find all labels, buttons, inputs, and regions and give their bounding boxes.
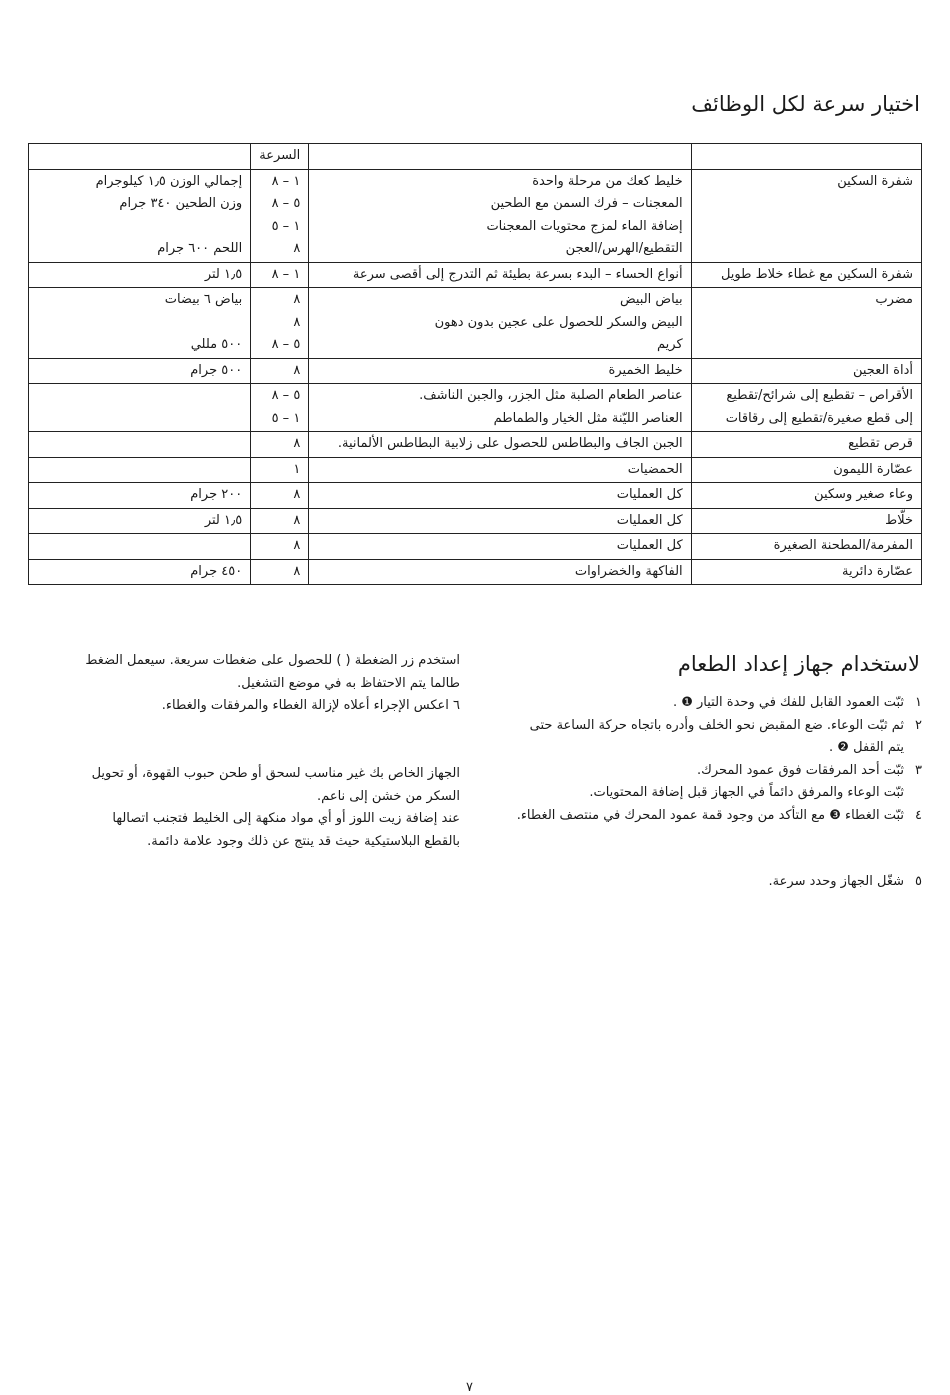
tool-cell bbox=[691, 262, 921, 288]
speed-cell-line: ٥ – ٨ bbox=[271, 388, 301, 403]
use-cell-line: أنواع الحساء – البدء بسرعة بطيئة ثم التدرج إلى أقصى سرعة bbox=[352, 266, 683, 282]
step-text: ثبّت الغطاء ❸ مع التأكد من وجود قمة عمود المحرك في منتصف الغطاء. bbox=[516, 807, 904, 823]
page-title: اختيار سرعة لكل الوظائف bbox=[691, 92, 920, 116]
speed-cell-line: ١ bbox=[293, 461, 301, 477]
use-cell-line: العناصر الليّنة مثل الخيار والطماطم bbox=[493, 410, 683, 426]
speed-cell bbox=[251, 169, 309, 262]
tool-cell bbox=[691, 288, 921, 359]
quantity-cell bbox=[29, 358, 251, 384]
step-number: ٢ bbox=[915, 717, 922, 733]
speed-cell bbox=[251, 262, 309, 288]
step-2 bbox=[492, 715, 922, 760]
quantity-cell-line: ٢٠٠ جرام bbox=[190, 487, 243, 502]
note-line: بالقطع البلاستيكية حيث قد ينتج عن ذلك وجود علامة دائمة. bbox=[147, 833, 460, 849]
tool-cell-line: خلّاط bbox=[885, 512, 913, 528]
tool-cell-line: شفرة السكين bbox=[837, 173, 913, 189]
speed-cell-line: ١ – ٨ bbox=[271, 266, 301, 282]
speed-cell-line: ٥ – ٨ bbox=[271, 196, 301, 211]
step-text: يتم القفل ❷ . bbox=[829, 740, 904, 755]
use-cell bbox=[309, 534, 691, 560]
speed-cell bbox=[251, 457, 309, 483]
use-cell-line: بياض البيض bbox=[619, 292, 683, 307]
quantity-cell-line bbox=[37, 312, 242, 335]
speed-cell-line: ١ – ٨ bbox=[271, 173, 301, 189]
speed-cell-line: ١ – ٥ bbox=[271, 218, 301, 234]
quantity-cell-line: ٤٥٠ جرام bbox=[190, 563, 243, 579]
tool-cell-line: قرص تقطيع bbox=[848, 436, 913, 451]
tool-cell-line: شفرة السكين مع غطاء خلاط طويل bbox=[720, 266, 913, 282]
tool-cell bbox=[691, 358, 921, 384]
tool-cell-line: عصّارة الليمون bbox=[833, 461, 913, 477]
speed-cell-line: ٥ – ٨ bbox=[271, 337, 301, 352]
header-use-cell bbox=[309, 144, 691, 170]
notes bbox=[30, 763, 460, 853]
note-line: السكر من خشن إلى ناعم. bbox=[317, 788, 460, 804]
quantity-cell bbox=[29, 457, 251, 483]
speed-cell-line: ١ – ٥ bbox=[271, 410, 301, 426]
table-row bbox=[29, 169, 922, 262]
use-cell-line: البيض والسكر للحصول على عجين بدون دهون bbox=[434, 314, 683, 330]
step-text: ثبّت الوعاء والمرفق دائماً في الجهاز قبل إضافة المحتويات. bbox=[589, 785, 904, 800]
use-cell bbox=[309, 384, 691, 432]
use-cell-line: كل العمليات bbox=[616, 512, 683, 528]
tool-cell-line: عصّارة دائرية bbox=[842, 563, 913, 579]
step-number: ٥ bbox=[915, 874, 922, 889]
note-line: عند إضافة زيت اللوز أو أي مواد منكهة إلى الخليط فتجنب اتصالها bbox=[112, 811, 460, 826]
use-cell-line: الجبن الجاف والبطاطس للحصول على زلابية البطاطس الألمانية. bbox=[337, 436, 683, 451]
speed-cell bbox=[251, 358, 309, 384]
tool-cell-line: مضرب bbox=[875, 292, 913, 307]
tool-cell bbox=[691, 559, 921, 585]
quantity-cell-line bbox=[37, 216, 242, 239]
tool-cell-line: أداة العجين bbox=[852, 362, 913, 378]
table-row bbox=[29, 457, 922, 483]
table-row bbox=[29, 508, 922, 534]
table-header-row bbox=[29, 144, 922, 170]
tool-cell bbox=[691, 169, 921, 262]
use-cell-line: التقطيع/الهرس/العجن bbox=[565, 241, 683, 256]
quantity-cell bbox=[29, 483, 251, 509]
use-cell bbox=[309, 432, 691, 458]
header-quantity-cell bbox=[29, 144, 251, 170]
speed-cell-line: ٨ bbox=[293, 292, 301, 307]
use-cell bbox=[309, 559, 691, 585]
steps-list bbox=[492, 692, 922, 894]
speed-cell-line: ٨ bbox=[293, 563, 301, 579]
table-row bbox=[29, 262, 922, 288]
table-row bbox=[29, 358, 922, 384]
table-row bbox=[29, 559, 922, 585]
use-cell bbox=[309, 288, 691, 359]
tool-cell bbox=[691, 384, 921, 432]
quantity-cell-line: ١٫٥ لتر bbox=[204, 266, 243, 282]
step-4 bbox=[492, 805, 922, 828]
tool-cell-line: المفرمة/المطحنة الصغيرة bbox=[773, 538, 913, 553]
tool-cell bbox=[691, 534, 921, 560]
speed-cell-line: ٨ bbox=[293, 241, 301, 256]
speed-cell bbox=[251, 508, 309, 534]
speed-cell-line: ٨ bbox=[293, 487, 301, 502]
quantity-cell bbox=[29, 169, 251, 262]
table-row bbox=[29, 384, 922, 432]
use-cell-line: عناصر الطعام الصلبة مثل الجزر، والجبن الناشف. bbox=[419, 388, 683, 403]
use-cell bbox=[309, 508, 691, 534]
quantity-cell bbox=[29, 288, 251, 359]
use-cell-line: كريم bbox=[657, 337, 683, 352]
step-1 bbox=[492, 692, 922, 715]
speed-cell bbox=[251, 534, 309, 560]
step-3 bbox=[492, 760, 922, 805]
table-row bbox=[29, 534, 922, 560]
tool-cell-line: وعاء صغير وسكين bbox=[814, 487, 913, 502]
step-text: ثم ثبّت الوعاء. ضع المقبض نحو الخلف وأدره باتجاه حركة الساعة حتى bbox=[529, 717, 904, 733]
pulse-text: طالما يتم الاحتفاظ به في موضع التشغيل. bbox=[237, 675, 460, 691]
quantity-cell-line: ٥٠٠ جرام bbox=[190, 362, 243, 378]
use-cell-line: إضافة الماء لمزج محتويات المعجنات bbox=[486, 218, 683, 234]
use-cell-line: المعجنات – فرك السمن مع الطحين bbox=[490, 196, 683, 211]
use-cell bbox=[309, 457, 691, 483]
step-text: ثبّت أحد المرفقات فوق عمود المحرك. bbox=[697, 762, 904, 778]
quantity-cell bbox=[29, 559, 251, 585]
quantity-cell bbox=[29, 432, 251, 458]
speed-table bbox=[28, 143, 922, 585]
pulse-instructions bbox=[30, 650, 460, 718]
speed-cell-line: ٨ bbox=[293, 436, 301, 451]
speed-cell-line: ٨ bbox=[293, 314, 301, 330]
quantity-cell bbox=[29, 384, 251, 432]
quantity-cell-line bbox=[37, 385, 242, 408]
step-text: شغّل الجهاز وحدد سرعة. bbox=[768, 874, 904, 889]
use-cell-line: خليط كعك من مرحلة واحدة bbox=[532, 173, 683, 189]
quantity-cell-line: إجمالي الوزن ١٫٥ كيلوجرام bbox=[95, 173, 243, 189]
speed-cell-line: ٨ bbox=[293, 362, 301, 378]
step-5 bbox=[492, 871, 922, 894]
use-cell-line: كل العمليات bbox=[616, 487, 683, 502]
quantity-cell-line bbox=[37, 433, 242, 456]
table-row bbox=[29, 432, 922, 458]
speed-cell bbox=[251, 384, 309, 432]
use-cell bbox=[309, 169, 691, 262]
step-number: ٣ bbox=[915, 762, 922, 778]
use-cell-line: خليط الخميرة bbox=[608, 362, 683, 378]
header-tool-cell bbox=[691, 144, 921, 170]
tool-cell-line: إلى قطع صغيرة/تقطيع إلى رقاقات bbox=[725, 410, 913, 426]
quantity-cell-line: ٥٠٠ مللي bbox=[190, 337, 243, 352]
use-cell bbox=[309, 262, 691, 288]
note-line: الجهاز الخاص بك غير مناسب لسحق أو طحن حبوب القهوة، أو تحويل bbox=[91, 766, 460, 781]
speed-cell bbox=[251, 288, 309, 359]
pulse-text: استخدم زر الضغطة ( ) للحصول على ضغطات سريعة. سيعمل الضغط bbox=[85, 653, 460, 668]
tool-cell bbox=[691, 483, 921, 509]
step-text: ثبّت العمود القابل للفك في وحدة التيار ❶ . bbox=[672, 695, 904, 710]
tool-cell bbox=[691, 508, 921, 534]
tool-cell bbox=[691, 432, 921, 458]
quantity-cell-line: بياض ٦ بيضات bbox=[164, 292, 243, 307]
header-speed-cell: السرعة bbox=[251, 144, 309, 170]
speed-cell-line: ٨ bbox=[293, 512, 301, 528]
tool-cell-line: الأقراص – تقطيع إلى شرائح/تقطيع bbox=[726, 388, 913, 403]
quantity-cell bbox=[29, 534, 251, 560]
quantity-cell-line: ١٫٥ لتر bbox=[204, 512, 243, 528]
speed-cell bbox=[251, 432, 309, 458]
speed-cell-line: ٨ bbox=[293, 538, 301, 553]
use-cell bbox=[309, 358, 691, 384]
step-number: ٤ bbox=[915, 807, 922, 823]
quantity-cell-line: وزن الطحين ٣٤٠ جرام bbox=[119, 196, 243, 211]
step-number: ١ bbox=[915, 695, 922, 710]
quantity-cell bbox=[29, 508, 251, 534]
speed-cell bbox=[251, 559, 309, 585]
quantity-cell bbox=[29, 262, 251, 288]
tool-cell bbox=[691, 457, 921, 483]
use-cell-line: الفاكهة والخضراوات bbox=[574, 563, 683, 579]
table-row bbox=[29, 483, 922, 509]
table-row bbox=[29, 288, 922, 359]
use-cell bbox=[309, 483, 691, 509]
speed-cell bbox=[251, 483, 309, 509]
use-cell-line: كل العمليات bbox=[616, 538, 683, 553]
quantity-cell-line: اللحم ٦٠٠ جرام bbox=[157, 241, 243, 256]
quantity-cell-line bbox=[37, 535, 242, 558]
step-6-text: ٦ اعكس الإجراء أعلاه لإزالة الغطاء والمرفقات والغطاء. bbox=[161, 698, 460, 713]
use-cell-line: الحمضيات bbox=[627, 461, 683, 477]
section-title: لاستخدام جهاز إعداد الطعام bbox=[677, 652, 920, 676]
page-number: ٧ bbox=[466, 1380, 473, 1395]
quantity-cell-line bbox=[37, 459, 242, 482]
